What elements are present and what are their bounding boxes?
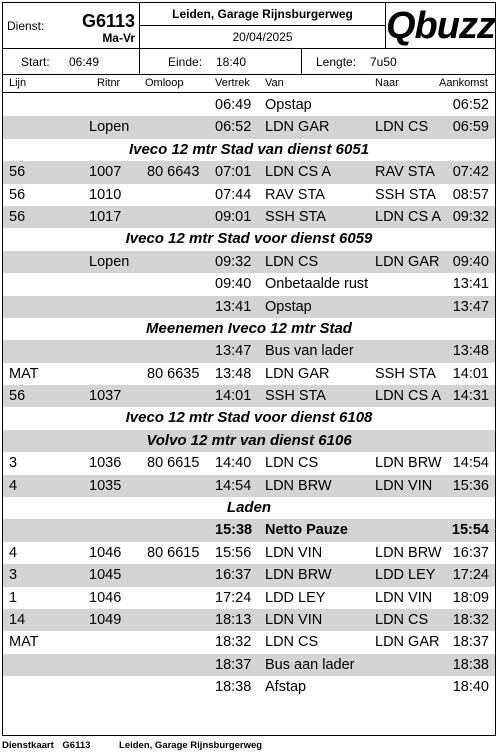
cell-vertrek: 18:37	[215, 656, 252, 673]
cell-aankomst: 14:01	[452, 365, 489, 382]
cell-vertrek: 16:37	[215, 567, 252, 584]
cell-vertrek: 07:44	[215, 186, 252, 203]
cell-aankomst: 09:32	[452, 208, 489, 225]
service-card	[2, 2, 496, 736]
cell-ritnr: Lopen	[89, 253, 130, 270]
col-aankomst: Aankomst	[439, 77, 488, 89]
cell-van: LDN GAR	[265, 365, 330, 382]
cell-vertrek: 09:32	[215, 253, 252, 270]
card-header	[3, 3, 495, 75]
trip-row	[3, 587, 495, 609]
cell-omloop: 80 6615	[147, 455, 200, 472]
cell-van: Onbetaalde rust	[265, 276, 369, 293]
garage-name: Leiden, Garage Rijnsburgerweg	[140, 3, 386, 26]
cell-aankomst: 13:48	[452, 343, 489, 360]
cell-vertrek: 17:24	[215, 589, 252, 606]
cell-naar: LDD LEY	[375, 567, 436, 584]
trip-row	[3, 206, 495, 228]
cell-lijn: 4	[9, 544, 18, 561]
cell-van: LDN GAR	[265, 119, 330, 136]
cell-van: LDN VIN	[265, 611, 323, 628]
einde-value: 18:40	[216, 55, 247, 69]
cell-ritnr: 1045	[89, 567, 122, 584]
schedule-table	[3, 94, 495, 699]
cell-vertrek: 14:01	[215, 388, 252, 405]
cell-van: Afstap	[265, 679, 307, 696]
cell-naar: LDN GAR	[375, 253, 440, 270]
cell-ritnr: 1010	[89, 186, 122, 203]
col-lijn: Lijn	[9, 77, 27, 89]
cell-vertrek: 06:52	[215, 119, 252, 136]
col-omloop: Omloop	[145, 77, 184, 89]
cell-naar: LDN GAR	[375, 634, 440, 651]
column-header-row	[3, 75, 495, 93]
footer-code: G6113	[62, 740, 91, 751]
cell-naar: LDN CS	[375, 611, 429, 628]
cell-aankomst: 16:37	[452, 544, 489, 561]
service-date: 20/04/2025	[140, 26, 386, 49]
cell-aankomst: 15:54	[451, 522, 489, 539]
section-title-row: Iveco 12 mtr Stad voor dienst 6108	[125, 409, 373, 427]
cell-lijn: 4	[9, 477, 18, 494]
cell-naar: RAV STA	[375, 164, 435, 181]
cell-aankomst: 08:57	[452, 186, 489, 203]
cell-lijn: 56	[9, 388, 26, 405]
cell-van: Opstap	[265, 298, 312, 315]
trip-row	[3, 609, 495, 631]
cell-naar: LDN VIN	[375, 589, 433, 606]
cell-van: LDN VIN	[265, 544, 323, 561]
cell-omloop: 80 6635	[147, 365, 200, 382]
cell-aankomst: 18:32	[452, 611, 489, 628]
cell-ritnr: 1036	[89, 455, 122, 472]
cell-ritnr: 1017	[89, 208, 122, 225]
start-value: 06:49	[69, 55, 100, 69]
footer-garage: Leiden, Garage Rijnsburgerweg	[119, 740, 263, 751]
trip-row	[3, 116, 495, 138]
cell-lijn: 14	[9, 611, 26, 628]
dienst-code: G6113	[81, 11, 135, 31]
cell-aankomst: 13:41	[452, 276, 489, 293]
cell-van: Bus van lader	[265, 343, 354, 360]
cell-aankomst: 14:31	[452, 388, 489, 405]
trip-row	[3, 519, 495, 541]
cell-naar: LDN BRW	[375, 544, 442, 561]
dienst-cell	[3, 3, 140, 49]
trip-row	[3, 273, 495, 295]
cell-vertrek: 14:54	[215, 477, 252, 494]
einde-label: Einde:	[168, 55, 203, 69]
cell-naar: SSH STA	[375, 186, 436, 203]
trip-row	[3, 340, 495, 362]
cell-aankomst: 09:40	[452, 253, 489, 270]
cell-ritnr: 1037	[89, 388, 122, 405]
trip-row	[3, 452, 495, 474]
cell-vertrek: 18:38	[215, 679, 252, 696]
cell-vertrek: 13:48	[215, 365, 252, 382]
dienst-label: Dienst:	[7, 19, 45, 33]
section-title-row: Laden	[226, 499, 272, 517]
cell-vertrek: 09:40	[215, 276, 252, 293]
cell-aankomst: 18:09	[452, 589, 489, 606]
cell-van: LDD LEY	[265, 589, 326, 606]
cell-aankomst: 07:42	[452, 164, 489, 181]
trip-row	[3, 251, 495, 273]
lengte-label: Lengte:	[316, 55, 357, 69]
cell-lijn: MAT	[9, 365, 39, 382]
trip-row	[3, 542, 495, 564]
cell-van: LDN CS	[265, 634, 319, 651]
start-cell	[3, 49, 140, 75]
cell-van: LDN BRW	[265, 477, 332, 494]
cell-ritnr: 1035	[89, 477, 122, 494]
section-title-row: Meenemen Iveco 12 mtr Stad	[146, 319, 352, 337]
cell-ritnr: 1046	[89, 589, 122, 606]
cell-lijn: MAT	[9, 634, 39, 651]
cell-van: Bus aan lader	[265, 656, 355, 673]
cell-naar: LDN CS A	[375, 388, 442, 405]
cell-lijn: 56	[9, 208, 26, 225]
cell-van: Netto Pauze	[265, 522, 348, 539]
cell-van: LDN CS A	[265, 164, 332, 181]
col-vertrek: Vertrek	[215, 77, 250, 89]
footer-label: Dienstkaart	[2, 740, 54, 751]
cell-vertrek: 15:38	[215, 522, 253, 539]
cell-aankomst: 18:37	[452, 634, 489, 651]
section-title-row: Volvo 12 mtr van dienst 6106	[3, 430, 495, 452]
cell-lijn: 3	[9, 455, 18, 472]
trip-row	[3, 385, 495, 407]
col-naar: Naar	[375, 77, 399, 89]
cell-vertrek: 06:49	[215, 97, 252, 113]
cell-lijn: 1	[9, 589, 18, 606]
cell-ritnr: 1049	[89, 611, 122, 628]
cell-aankomst: 06:59	[452, 119, 489, 136]
cell-naar: LDN VIN	[375, 477, 433, 494]
cell-van: LDN CS	[265, 455, 319, 472]
cell-van: LDN BRW	[265, 567, 332, 584]
col-van: Van	[265, 77, 284, 89]
cell-omloop: 80 6643	[147, 164, 200, 181]
cell-lijn: 3	[9, 567, 18, 584]
cell-van: Opstap	[265, 97, 312, 113]
cell-naar: LDN CS	[375, 119, 429, 136]
cell-vertrek: 14:40	[215, 455, 252, 472]
cell-lijn: 56	[9, 186, 26, 203]
cell-omloop: 80 6615	[147, 544, 200, 561]
cell-naar: LDN BRW	[375, 455, 442, 472]
trip-row	[3, 654, 495, 676]
cell-van: SSH STA	[265, 208, 326, 225]
cell-ritnr: 1046	[89, 544, 122, 561]
lengte-value: 7u50	[370, 55, 397, 69]
section-title-row: Iveco 12 mtr Stad voor dienst 6059	[125, 230, 373, 248]
cell-aankomst: 18:40	[452, 679, 489, 696]
trip-row	[3, 94, 495, 116]
cell-aankomst: 13:47	[452, 298, 489, 315]
cell-van: RAV STA	[265, 186, 325, 203]
cell-aankomst: 15:36	[452, 477, 489, 494]
cell-vertrek: 13:47	[215, 343, 252, 360]
cell-aankomst: 14:54	[452, 455, 489, 472]
cell-vertrek: 18:13	[215, 611, 252, 628]
card-footer	[2, 740, 262, 751]
cell-aankomst: 17:24	[452, 567, 489, 584]
trip-row	[3, 161, 495, 183]
cell-vertrek: 18:32	[215, 634, 252, 651]
cell-vertrek: 15:56	[215, 544, 252, 561]
cell-vertrek: 09:01	[215, 208, 252, 225]
qbuzz-logo: Qbuzz	[386, 5, 495, 47]
dienst-days: Ma-Vr	[102, 31, 135, 45]
cell-naar: SSH STA	[375, 365, 436, 382]
start-label: Start:	[21, 55, 50, 69]
cell-aankomst: 06:52	[452, 97, 489, 113]
trip-row	[3, 184, 495, 206]
col-ritnr: Ritnr	[97, 77, 121, 89]
cell-ritnr: 1007	[89, 164, 122, 181]
trip-row	[3, 564, 495, 586]
cell-lijn: 56	[9, 164, 26, 181]
section-title-row: Iveco 12 mtr Stad van dienst 6051	[128, 140, 370, 158]
trip-row	[3, 631, 495, 653]
cell-van: SSH STA	[265, 388, 326, 405]
einde-cell	[140, 49, 302, 75]
trip-row	[3, 475, 495, 497]
cell-aankomst: 18:38	[452, 656, 489, 673]
cell-vertrek: 13:41	[215, 298, 252, 315]
trip-row	[3, 363, 495, 385]
cell-van: LDN CS	[265, 253, 319, 270]
cell-vertrek: 07:01	[215, 164, 252, 181]
trip-row	[3, 296, 495, 318]
lengte-cell	[302, 49, 495, 75]
cell-naar: LDN CS A	[375, 208, 442, 225]
cell-ritnr: Lopen	[89, 119, 130, 136]
trip-row	[3, 676, 495, 698]
